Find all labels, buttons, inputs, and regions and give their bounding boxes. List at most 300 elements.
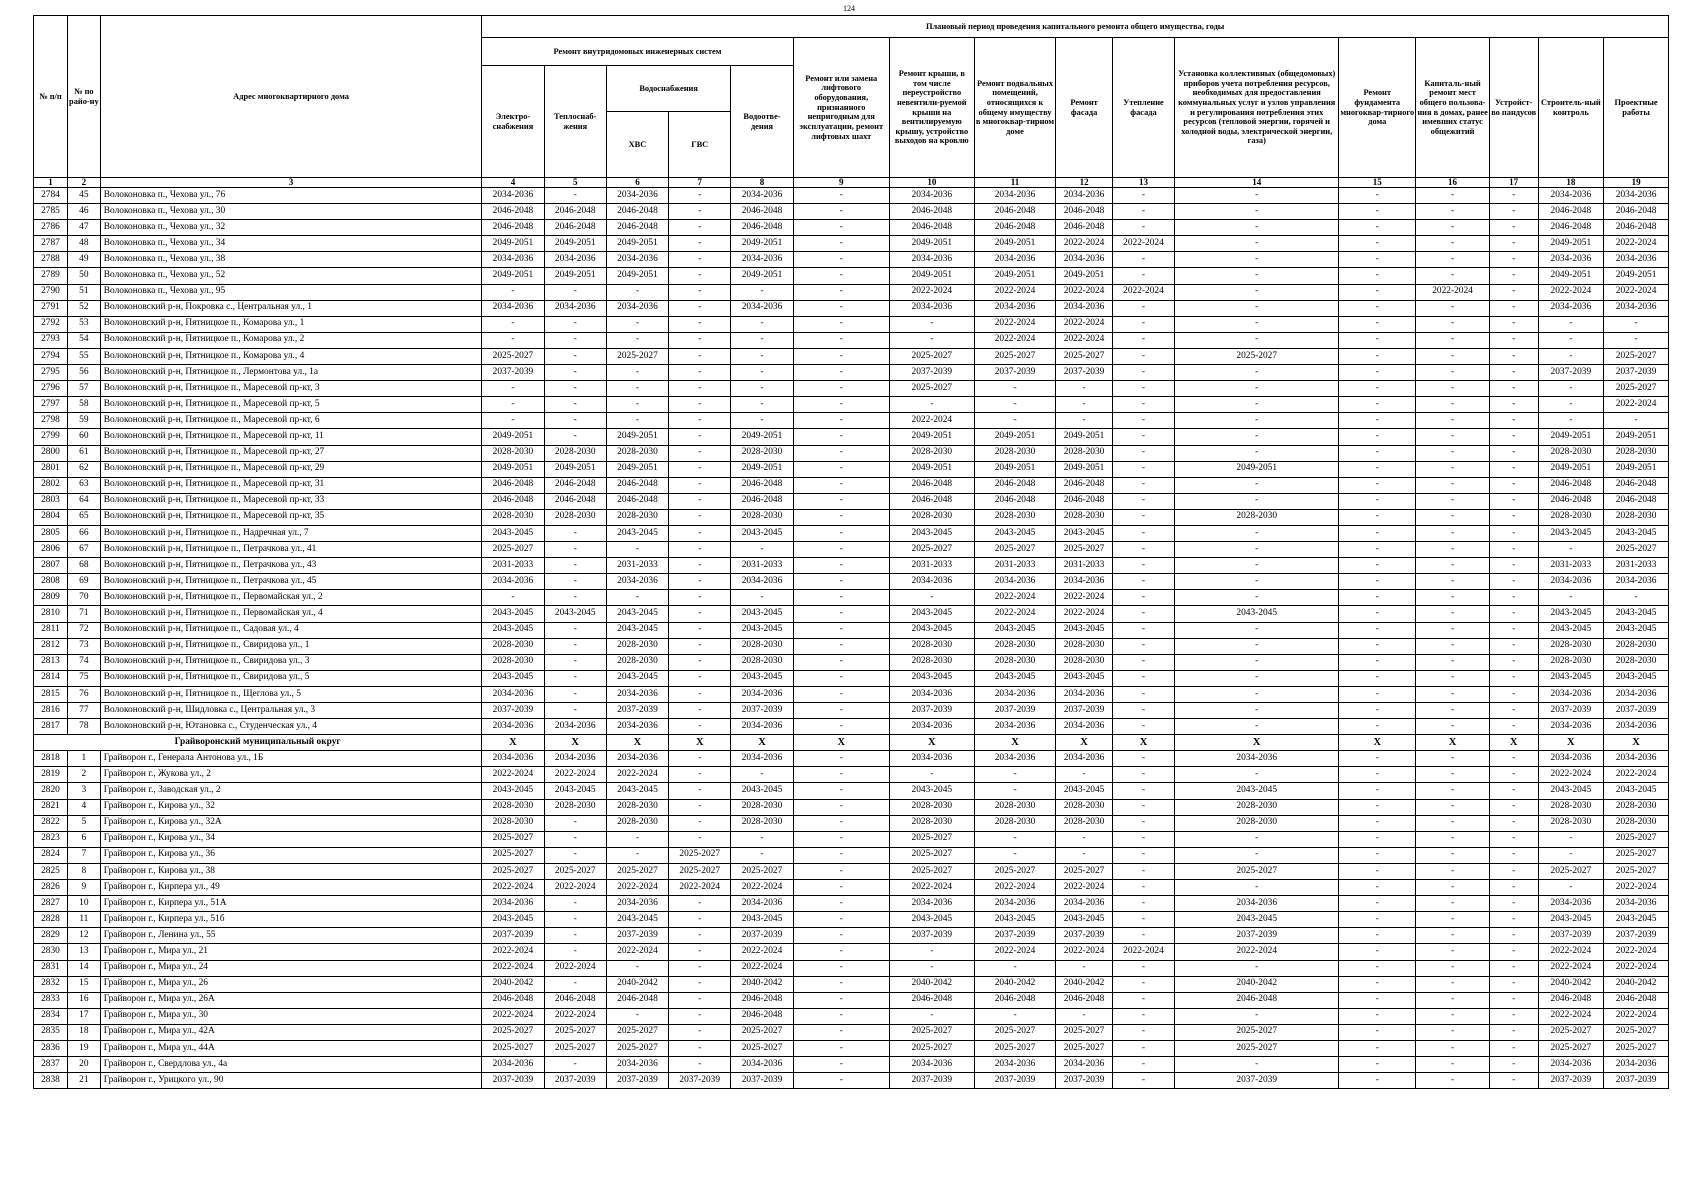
period-cell: 2037-2039 [974, 1073, 1056, 1089]
period-cell: - [1489, 799, 1538, 815]
period-cell: - [669, 188, 731, 204]
period-cell: 2025-2027 [889, 348, 974, 364]
period-cell: - [1489, 252, 1538, 268]
row-number: 2812 [34, 638, 68, 654]
period-cell: 2046-2048 [606, 493, 668, 509]
period-cell: - [1339, 252, 1416, 268]
period-cell: - [669, 815, 731, 831]
period-cell: 2034-2036 [1604, 686, 1669, 702]
period-cell: - [1416, 928, 1490, 944]
period-cell: 2046-2048 [1538, 220, 1604, 236]
district-number: 50 [67, 268, 100, 284]
address-cell: Грайворон г., Мира ул., 26А [100, 992, 482, 1008]
column-number: 15 [1339, 178, 1416, 188]
district-number: 73 [67, 638, 100, 654]
col-header-control: Строитель-ный контроль [1538, 38, 1604, 178]
period-cell: - [1339, 751, 1416, 767]
period-cell: 2043-2045 [1604, 525, 1669, 541]
period-cell: - [793, 348, 889, 364]
table-row [34, 542, 1669, 558]
address-cell: Волоконовский р-н, Пятницкое п., Свиридова ул., 5 [100, 670, 482, 686]
column-number: 6 [606, 178, 668, 188]
district-number: 57 [67, 381, 100, 397]
table-row [34, 1008, 1669, 1024]
table-row [34, 348, 1669, 364]
period-cell: - [669, 606, 731, 622]
period-cell: 2037-2039 [889, 1073, 974, 1089]
period-cell: 2022-2024 [482, 944, 544, 960]
period-cell: - [669, 1040, 731, 1056]
period-cell: - [1416, 1073, 1490, 1089]
period-cell: - [1416, 831, 1490, 847]
period-cell: - [1112, 332, 1174, 348]
address-cell: Грайворон г., Заводская ул., 2 [100, 783, 482, 799]
period-cell: 2034-2036 [974, 252, 1056, 268]
period-cell: 2037-2039 [544, 1073, 606, 1089]
period-cell: - [1112, 590, 1174, 606]
table-row [34, 413, 1669, 429]
period-cell: - [1339, 606, 1416, 622]
row-number: 2794 [34, 348, 68, 364]
period-cell: 2046-2048 [1056, 992, 1113, 1008]
period-cell: 2025-2027 [1056, 348, 1113, 364]
col-header-dorm: Капиталь-ный ремонт мест общего пользова-ния в домах, ранее имевших статус общежитий [1416, 38, 1490, 178]
period-cell: 2034-2036 [482, 686, 544, 702]
address-cell: Грайворон г., Мира ул., 30 [100, 1008, 482, 1024]
period-cell: 2043-2045 [606, 622, 668, 638]
period-cell: - [1416, 880, 1490, 896]
column-number: 18 [1538, 178, 1604, 188]
period-cell: 2046-2048 [1538, 477, 1604, 493]
period-cell: 2034-2036 [606, 574, 668, 590]
period-cell: - [1416, 847, 1490, 863]
period-cell: - [1416, 783, 1490, 799]
period-cell: - [1416, 622, 1490, 638]
period-cell: - [1112, 783, 1174, 799]
table-row [34, 863, 1669, 879]
period-cell: - [889, 590, 974, 606]
period-cell: 2028-2030 [1604, 638, 1669, 654]
period-cell: 2025-2027 [1056, 542, 1113, 558]
table-row [34, 638, 1669, 654]
period-cell: - [1489, 477, 1538, 493]
period-cell: 2028-2030 [1175, 815, 1339, 831]
table-row [34, 1024, 1669, 1040]
row-number: 2821 [34, 799, 68, 815]
address-cell: Волоконовский р-н, Пятницкое п., Садовая ул., 4 [100, 622, 482, 638]
period-cell: - [1489, 332, 1538, 348]
table-row [34, 188, 1669, 204]
period-cell: - [1416, 413, 1490, 429]
period-cell: 2049-2051 [1604, 429, 1669, 445]
period-cell: - [974, 960, 1056, 976]
address-cell: Волоконовский р-н, Пятницкое п., Маресевой пр-кт, 35 [100, 509, 482, 525]
column-number: 17 [1489, 178, 1538, 188]
period-cell: 2025-2027 [1604, 1040, 1669, 1056]
period-cell: 2022-2024 [669, 880, 731, 896]
period-cell: - [793, 300, 889, 316]
period-cell: - [544, 815, 606, 831]
period-cell: - [1112, 300, 1174, 316]
period-cell: - [544, 429, 606, 445]
period-cell: - [482, 397, 544, 413]
period-cell: - [1416, 767, 1490, 783]
period-cell: 2028-2030 [974, 799, 1056, 815]
district-number: 65 [67, 509, 100, 525]
table-row [34, 268, 1669, 284]
period-cell: - [974, 767, 1056, 783]
address-cell: Волоконовка п., Чехова ул., 52 [100, 268, 482, 284]
row-number: 2795 [34, 365, 68, 381]
district-number: 5 [67, 815, 100, 831]
period-cell: 2034-2036 [1604, 751, 1669, 767]
period-cell: 2037-2039 [1056, 703, 1113, 719]
period-cell: 2022-2024 [606, 767, 668, 783]
period-cell: 2034-2036 [1538, 300, 1604, 316]
address-cell: Грайворон г., Жукова ул., 2 [100, 767, 482, 783]
period-cell: - [544, 558, 606, 574]
period-cell: - [1175, 880, 1339, 896]
period-cell: 2037-2039 [1538, 365, 1604, 381]
period-cell: 2025-2027 [544, 1040, 606, 1056]
period-cell: 2040-2042 [889, 976, 974, 992]
period-cell: 2043-2045 [1538, 912, 1604, 928]
period-cell: - [793, 992, 889, 1008]
period-cell: - [793, 703, 889, 719]
period-cell: - [1416, 493, 1490, 509]
period-cell: 2025-2027 [1538, 1024, 1604, 1040]
period-cell: 2022-2024 [1538, 1008, 1604, 1024]
period-cell: - [669, 429, 731, 445]
period-cell: - [1416, 558, 1490, 574]
row-number: 2829 [34, 928, 68, 944]
period-cell: 2043-2045 [1175, 783, 1339, 799]
period-cell: - [1489, 348, 1538, 364]
period-cell: 2022-2024 [1604, 960, 1669, 976]
period-cell: 2025-2027 [974, 348, 1056, 364]
period-cell: 2046-2048 [544, 204, 606, 220]
table-row [34, 606, 1669, 622]
period-cell: 2034-2036 [1175, 896, 1339, 912]
table-row [34, 558, 1669, 574]
period-cell: 2028-2030 [731, 815, 793, 831]
period-cell: 2028-2030 [1538, 638, 1604, 654]
period-cell: 2046-2048 [889, 992, 974, 1008]
group-mark: X [1489, 735, 1538, 751]
period-cell: - [606, 590, 668, 606]
period-cell: 2043-2045 [1604, 670, 1669, 686]
row-number: 2835 [34, 1024, 68, 1040]
period-cell: - [793, 445, 889, 461]
period-cell: - [669, 670, 731, 686]
capital-repair-table [33, 15, 1669, 1089]
period-cell: - [1339, 590, 1416, 606]
period-cell: - [731, 284, 793, 300]
period-cell: - [1175, 316, 1339, 332]
row-number: 2798 [34, 413, 68, 429]
group-mark: X [889, 735, 974, 751]
period-cell: 2028-2030 [1604, 509, 1669, 525]
period-cell: 2046-2048 [1538, 493, 1604, 509]
period-cell: - [1112, 348, 1174, 364]
period-cell: 2034-2036 [1056, 300, 1113, 316]
period-cell: 2022-2024 [1538, 960, 1604, 976]
district-number: 45 [67, 188, 100, 204]
period-cell: - [1416, 332, 1490, 348]
period-cell: - [793, 928, 889, 944]
period-cell: 2025-2027 [544, 1024, 606, 1040]
period-cell: 2037-2039 [974, 703, 1056, 719]
period-cell: 2028-2030 [1604, 654, 1669, 670]
period-cell: 2037-2039 [482, 365, 544, 381]
address-cell: Грайворон г., Кирпера ул., 51б [100, 912, 482, 928]
period-cell: - [1112, 960, 1174, 976]
address-cell: Волоконовский р-н, Пятницкое п., Лермонтова ул., 1а [100, 365, 482, 381]
period-cell: 2043-2045 [974, 670, 1056, 686]
period-cell: - [1339, 558, 1416, 574]
period-cell: - [1339, 928, 1416, 944]
period-cell: 2028-2030 [731, 509, 793, 525]
period-cell: - [482, 381, 544, 397]
period-cell: 2034-2036 [606, 300, 668, 316]
period-cell: 2046-2048 [482, 220, 544, 236]
district-number: 7 [67, 847, 100, 863]
period-cell: - [1112, 799, 1174, 815]
period-cell: - [1416, 397, 1490, 413]
period-cell: - [793, 558, 889, 574]
period-cell: 2022-2024 [731, 880, 793, 896]
period-cell: 2043-2045 [974, 525, 1056, 541]
period-cell: 2028-2030 [1538, 799, 1604, 815]
column-number: 8 [731, 178, 793, 188]
group-mark: X [669, 735, 731, 751]
table-row [34, 799, 1669, 815]
period-cell: - [1112, 365, 1174, 381]
period-cell: 2046-2048 [1604, 493, 1669, 509]
period-cell: 2025-2027 [1604, 381, 1669, 397]
table-row [34, 944, 1669, 960]
period-cell: - [1339, 429, 1416, 445]
period-cell: - [1489, 847, 1538, 863]
period-cell: - [793, 204, 889, 220]
address-cell: Волоконовский р-н, Пятницкое п., Свиридова ул., 1 [100, 638, 482, 654]
period-cell: - [731, 332, 793, 348]
table-row [34, 461, 1669, 477]
period-cell: - [1416, 204, 1490, 220]
period-cell: - [793, 654, 889, 670]
period-cell: - [1339, 509, 1416, 525]
period-cell: 2034-2036 [1604, 188, 1669, 204]
period-cell: - [1112, 863, 1174, 879]
period-cell: 2046-2048 [1538, 204, 1604, 220]
table-row [34, 1073, 1669, 1089]
period-cell: - [1339, 1073, 1416, 1089]
period-cell: - [1416, 477, 1490, 493]
period-cell: 2022-2024 [1056, 880, 1113, 896]
period-cell: 2028-2030 [606, 445, 668, 461]
period-cell: 2031-2033 [731, 558, 793, 574]
period-cell: 2034-2036 [1604, 896, 1669, 912]
period-cell: - [1416, 316, 1490, 332]
period-cell: 2043-2045 [974, 622, 1056, 638]
period-cell: 2028-2030 [1056, 654, 1113, 670]
period-cell: - [1175, 1008, 1339, 1024]
period-cell: 2034-2036 [482, 719, 544, 735]
period-cell: - [793, 525, 889, 541]
period-cell: - [1112, 1040, 1174, 1056]
period-cell: 2049-2051 [482, 429, 544, 445]
period-cell: - [1339, 1057, 1416, 1073]
period-cell: - [669, 654, 731, 670]
period-cell: - [1489, 880, 1538, 896]
period-cell: - [1489, 622, 1538, 638]
period-cell: 2025-2027 [1604, 831, 1669, 847]
period-cell: - [1416, 896, 1490, 912]
address-cell: Грайворон г., Кирова ул., 32А [100, 815, 482, 831]
period-cell: - [669, 992, 731, 1008]
row-number: 2790 [34, 284, 68, 300]
period-cell: - [1489, 316, 1538, 332]
period-cell: 2034-2036 [544, 751, 606, 767]
address-cell: Волоконовский р-н, Пятницкое п., Маресевой пр-кт, 33 [100, 493, 482, 509]
period-cell: 2037-2039 [1604, 928, 1669, 944]
district-number: 58 [67, 397, 100, 413]
district-number: 67 [67, 542, 100, 558]
period-cell: 2031-2033 [974, 558, 1056, 574]
period-cell: - [1339, 542, 1416, 558]
period-cell: 2043-2045 [731, 606, 793, 622]
period-cell: - [544, 912, 606, 928]
row-number: 2793 [34, 332, 68, 348]
period-cell: 2034-2036 [974, 1057, 1056, 1073]
period-cell: 2043-2045 [1538, 670, 1604, 686]
period-cell: - [793, 477, 889, 493]
period-cell: - [793, 847, 889, 863]
period-cell: 2043-2045 [1056, 622, 1113, 638]
period-cell: - [1339, 686, 1416, 702]
table-row [34, 397, 1669, 413]
period-cell: 2025-2027 [1175, 1024, 1339, 1040]
period-cell: - [1604, 316, 1669, 332]
row-number: 2838 [34, 1073, 68, 1089]
period-cell: - [1175, 525, 1339, 541]
period-cell: 2028-2030 [1604, 815, 1669, 831]
column-number: 14 [1175, 178, 1339, 188]
row-number: 2803 [34, 493, 68, 509]
period-cell: - [1416, 703, 1490, 719]
period-cell: 2037-2039 [1056, 928, 1113, 944]
period-cell: - [544, 944, 606, 960]
period-cell: - [1339, 670, 1416, 686]
period-cell: - [1489, 815, 1538, 831]
period-cell: - [669, 831, 731, 847]
period-cell: 2034-2036 [974, 188, 1056, 204]
period-cell: 2040-2042 [731, 976, 793, 992]
period-cell: - [1416, 525, 1490, 541]
period-cell: - [1489, 928, 1538, 944]
period-cell: - [669, 300, 731, 316]
address-cell: Грайворон г., Кирпера ул., 51А [100, 896, 482, 912]
period-cell: 2034-2036 [974, 574, 1056, 590]
period-cell: 2028-2030 [544, 509, 606, 525]
period-cell: - [793, 863, 889, 879]
period-cell: - [1489, 1040, 1538, 1056]
period-cell: 2049-2051 [544, 461, 606, 477]
period-cell: - [482, 332, 544, 348]
period-cell: 2043-2045 [889, 525, 974, 541]
period-cell: - [1056, 413, 1113, 429]
period-cell: - [1489, 397, 1538, 413]
row-number: 2808 [34, 574, 68, 590]
column-number: 19 [1604, 178, 1669, 188]
address-cell: Волоконовский р-н, Пятницкое п., Маресевой пр-кт, 6 [100, 413, 482, 429]
period-cell: 2025-2027 [482, 847, 544, 863]
period-cell: 2037-2039 [974, 365, 1056, 381]
period-cell: 2028-2030 [482, 799, 544, 815]
period-cell: - [482, 284, 544, 300]
period-cell: - [731, 413, 793, 429]
district-number: 53 [67, 316, 100, 332]
period-cell: 2022-2024 [544, 1008, 606, 1024]
table-row [34, 445, 1669, 461]
period-cell: - [793, 670, 889, 686]
period-cell: 2046-2048 [1604, 477, 1669, 493]
period-cell: 2022-2024 [889, 284, 974, 300]
period-cell: - [1112, 606, 1174, 622]
period-cell: - [1489, 413, 1538, 429]
period-cell: - [1416, 300, 1490, 316]
period-cell: - [1489, 960, 1538, 976]
row-number: 2799 [34, 429, 68, 445]
period-cell: - [1175, 590, 1339, 606]
period-cell: 2037-2039 [889, 365, 974, 381]
table-row [34, 220, 1669, 236]
address-cell: Волоконовский р-н, Пятницкое п., Первомайская ул., 2 [100, 590, 482, 606]
period-cell: 2028-2030 [606, 815, 668, 831]
period-cell: - [1175, 220, 1339, 236]
column-number: 9 [793, 178, 889, 188]
period-cell: - [544, 896, 606, 912]
period-cell: 2031-2033 [1538, 558, 1604, 574]
period-cell: 2049-2051 [1056, 268, 1113, 284]
row-number: 2817 [34, 719, 68, 735]
period-cell: - [1604, 413, 1669, 429]
period-cell: - [669, 413, 731, 429]
period-cell: 2043-2045 [482, 783, 544, 799]
period-cell: 2022-2024 [606, 944, 668, 960]
period-cell: - [1175, 445, 1339, 461]
period-cell: - [1489, 912, 1538, 928]
period-cell: 2049-2051 [731, 429, 793, 445]
period-cell: 2037-2039 [669, 1073, 731, 1089]
period-cell: 2028-2030 [731, 654, 793, 670]
period-cell: - [1175, 236, 1339, 252]
period-cell: 2034-2036 [731, 574, 793, 590]
period-cell: - [1339, 236, 1416, 252]
period-cell: - [544, 686, 606, 702]
period-cell: - [793, 365, 889, 381]
period-cell: - [1489, 525, 1538, 541]
period-cell: 2028-2030 [974, 654, 1056, 670]
period-cell: - [1489, 590, 1538, 606]
period-cell: - [544, 188, 606, 204]
group-mark: X [1175, 735, 1339, 751]
period-cell: 2022-2024 [482, 1008, 544, 1024]
period-cell: - [1056, 397, 1113, 413]
period-cell: 2022-2024 [544, 960, 606, 976]
period-cell: - [1339, 268, 1416, 284]
period-cell: - [889, 316, 974, 332]
